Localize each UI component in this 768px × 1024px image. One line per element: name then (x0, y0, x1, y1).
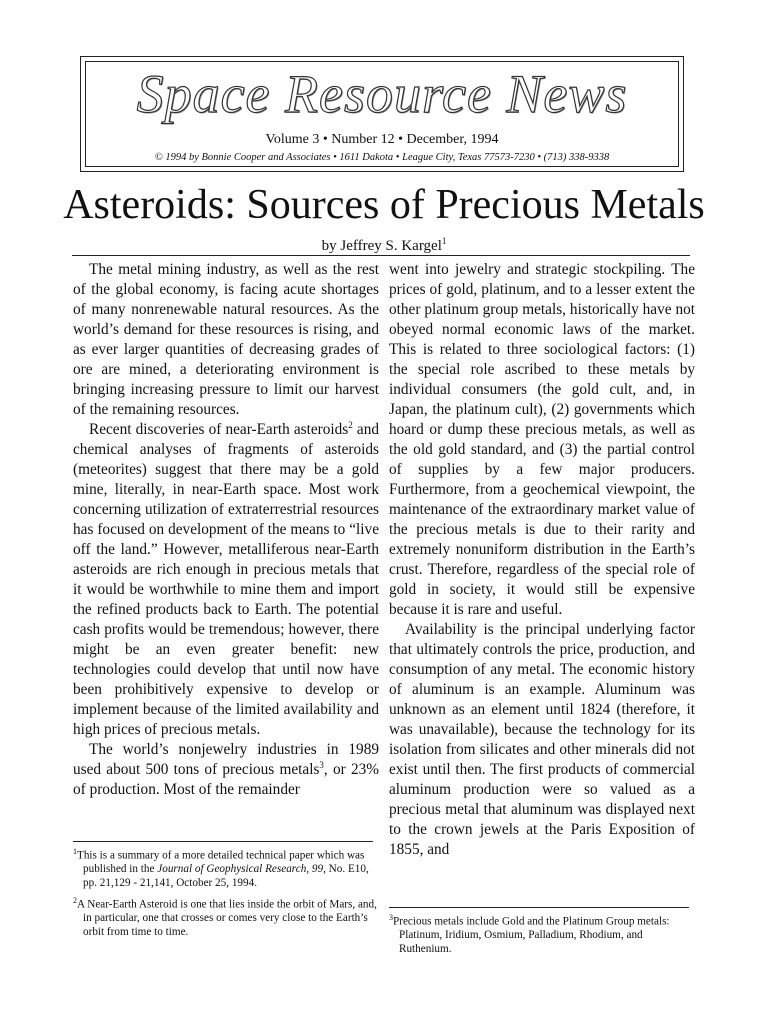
paragraph: Availability is the principal underlying factor that ultimately controls the price, production, and consumption of any metal. The economic history of aluminum is an example. Aluminum was unknown as an element until 1824 (therefore, it was unavailable), because the technology for its isolation from silicates and other minerals did not exist until then. The first products of commercial aluminum production were so valued as a precious metal that aluminum was displayed next to the crown jewels at the Paris Exposition of 1855, and (389, 621, 695, 858)
title-rule (72, 255, 690, 256)
paragraph: went into jewelry and strategic stockpiling. The prices of gold, platinum, and to a lesser extent the other platinum group metals, historically have not obeyed normal economic laws of the market. This is related to three sociological factors: (1) the special role ascribed to these metals by individual consumers (the gold cult, and, in Japan, the platinum cult), (2) governments which hoard or dump these precious metals, as well as the old gold standard, and (3) the partial control of supplies by a few major producers. Furthermore, from a geochemical viewpoint, the maintenance of the extraordinary market value of the precious metals is due to their rarity and extremely nonuniform distribution in the Earth’s crust. Therefore, regardless of the special role of gold in society, it would still be expensive because it is rare and useful. (389, 261, 695, 618)
byline-text: by Jeffrey S. Kargel (321, 238, 442, 254)
footnote-1 (73, 845, 377, 890)
footnote-mark: 2 (348, 419, 353, 430)
byline-footnote-mark: 1 (441, 236, 447, 246)
footnotes-left (73, 845, 377, 943)
footnote-text: This is a summary of a more detailed technical paper which was published in the (77, 849, 365, 876)
paragraph-text: and chemical analyses of fragments of asteroids (meteorites) suggest that there may be a gold mine, literally, in near-Earth space. Most work concerning utilization of extraterrestrial resources has focused on development of the means to “live off the land.” However, metalliferous near-Earth asteroids are rich enough in precious metals that it would be worthwhile to mine them and import the refined products back to Earth. The potential cash profits would be tremendous; however, there might be an even greater benefit: new technologies could develop that until now have been prohibitively expensive to develop or implement because of the limited availability and high prices of precious metals. (73, 421, 379, 738)
footnote-rule-left (73, 841, 373, 842)
footnote-3 (389, 911, 695, 956)
masthead (80, 56, 684, 172)
paragraph (73, 420, 379, 740)
paragraph-text: Recent discoveries of near-Earth asteroids (89, 421, 349, 438)
paragraph (73, 260, 379, 420)
masthead-inner-frame (85, 61, 679, 167)
column-left (73, 260, 379, 800)
article-title: Asteroids: Sources of Precious Metals (63, 182, 705, 228)
column-right (389, 260, 695, 860)
paragraph-text: The world’s nonjewelry industries in 1989 used about 500 tons of precious metals (73, 741, 379, 778)
footnote-number: 1 (73, 847, 77, 856)
footnote-text: No. E10, pp. 21,129 - 21,141, October 25, 1994. (83, 863, 369, 889)
newsletter-title: Space Resource News (136, 64, 628, 124)
byline (0, 232, 768, 255)
footnote-text: A Near-Earth Asteroid is one that lies inside the orbit of Mars, and, in particular, one that crosses or comes very close to the Earth’s orbit from time to time. (77, 898, 377, 938)
paragraph (73, 740, 379, 800)
footnote-mark: 3 (319, 759, 324, 770)
footnote-rule-right (389, 907, 689, 908)
footnote-text: Precious metals include Gold and the Platinum Group metals: Platinum, Iridium, Osmium, Palladium, Rhodium, and Ruthenium. (393, 915, 670, 955)
footnote-number: 2 (73, 896, 77, 906)
issue-line: Volume 3 • Number 12 • December, 1994 (265, 132, 499, 147)
paragraph-text: The metal mining industry, as well as the rest of the global economy, is facing acute shortages of many nonrenewable natural resources. As the world’s demand for these resources is rising, and as ever larger quantities of decreasing grades of ore are mined, a deteriorating environment is bringing increasing pressure to limit our harvest of the remaining resources. (73, 261, 379, 418)
paragraph-text: , or 23% of production. Most of the remainder (73, 761, 379, 798)
footnote-number: 3 (389, 913, 393, 922)
footnote-2 (73, 894, 377, 939)
footnote-journal: Journal of Geophysical Research, 99, (157, 863, 326, 876)
copyright-line: © 1994 by Bonnie Cooper and Associates • 1611 Dakota • League City, Texas 77573-7230 • (713) 338-9338 (154, 152, 610, 163)
footnotes-right (389, 911, 695, 960)
